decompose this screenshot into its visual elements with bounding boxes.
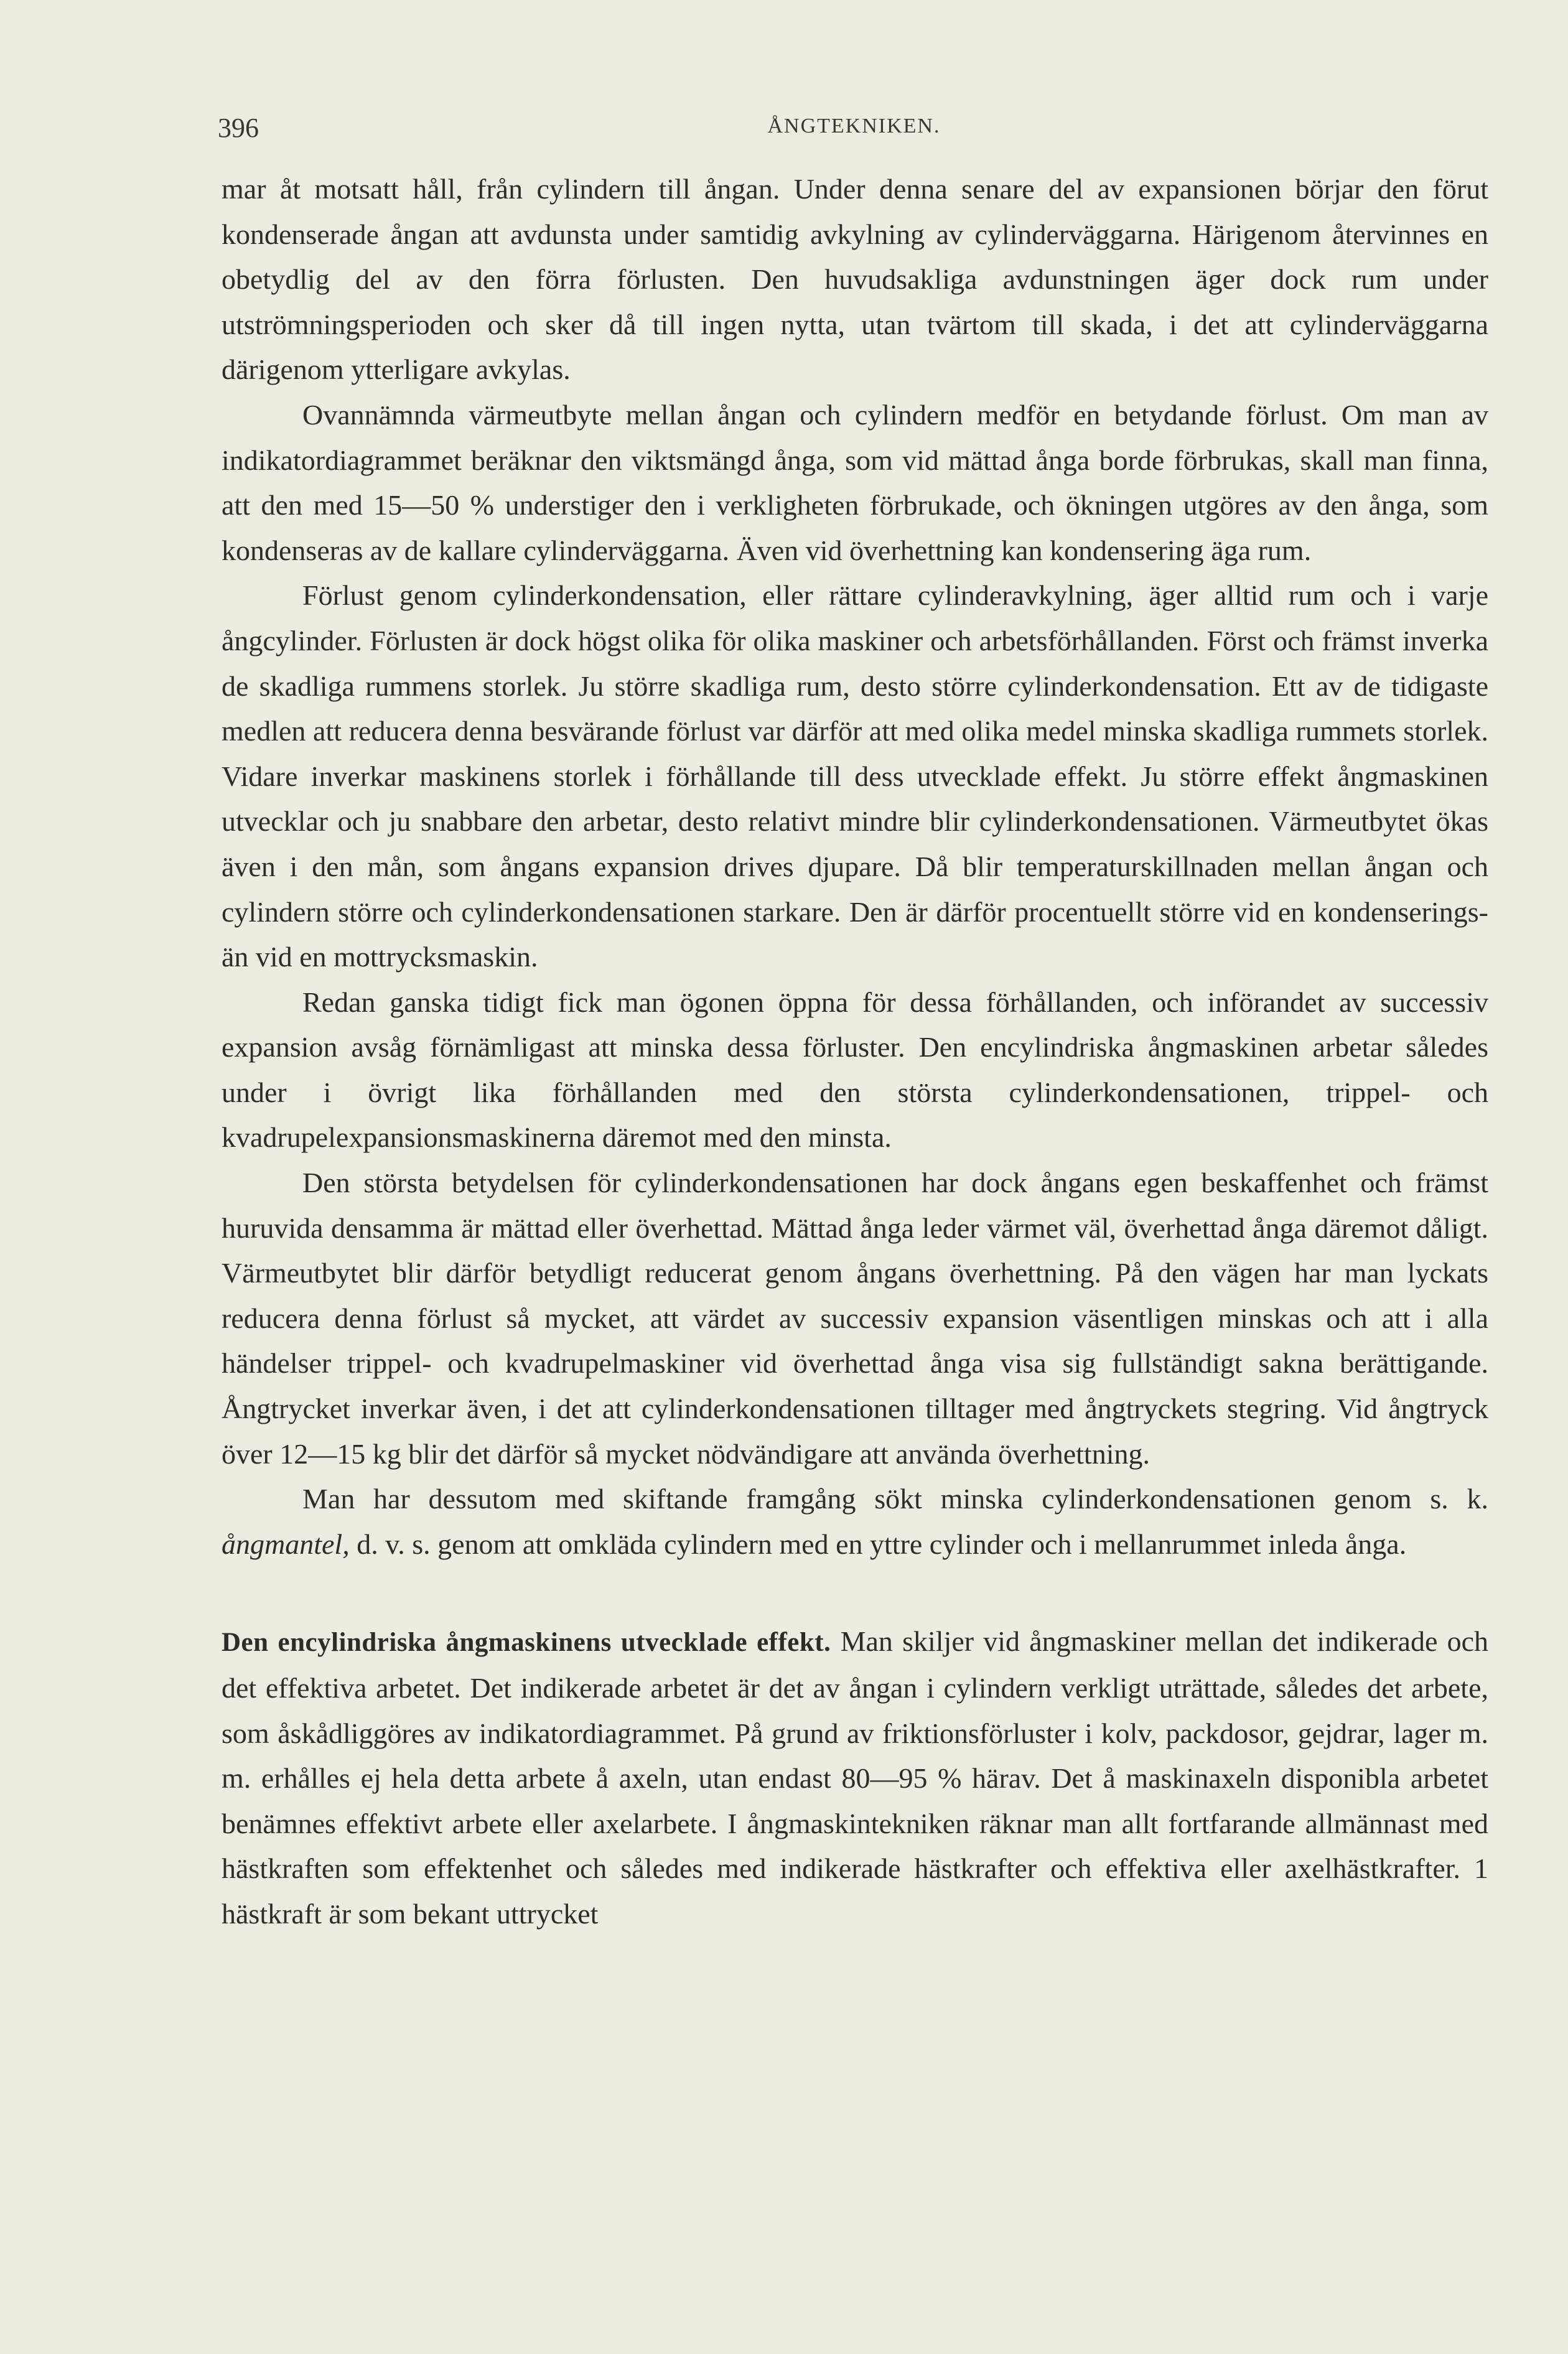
mantel-text-before: Man har dessutom med skiftande framgång sökt minska cylinderkondensationen genom s. k.	[302, 1483, 1488, 1515]
paragraph-4: Redan ganska tidigt fick man ögonen öppna för dessa förhållanden, och införandet av successiv expansion avsåg förnämligast att minska dessa förluster. Den encylindriska ångmaskinen arbetar således under i övrigt lika förhållanden med den största cylinderkondensationen, trippel- och kvadrupelexpansionsmaskinerna däremot med den minsta.	[222, 986, 1488, 1154]
section-paragraph	[222, 1619, 1488, 1936]
running-head: ÅNGTEKNIKEN.	[767, 114, 941, 138]
section-text: Man skiljer vid ångmaskiner mellan det indikerade och det effektiva arbetet. Det indikerade arbetet är det av ångan i cylindern verkligt uträttade, således det arbete, som åskådliggöres av indikatordiagrammet. På grund av friktionsförluster i kolv, packdosor, gejdrar, lager m. m. erhålles ej hela detta arbete å axeln, utan endast 80—95 % härav. Det å maskinaxeln disponibla arbetet benämnes effektivt arbete eller axelarbete. I ångmaskintekniken räknar man allt fortfarande allmännast med hästkraften som effektenhet och således med indikerade hästkrafter och effektiva eller axelhästkrafter. 1 hästkraft är som bekant uttrycket	[222, 1625, 1488, 1930]
mantel-text-after: d. v. s. genom att omkläda cylindern med en yttre cylinder och i mellanrummet inleda ånga.	[349, 1528, 1407, 1560]
paragraph-3: Förlust genom cylinderkondensation, eller rättare cylinderavkylning, äger alltid rum och i varje ångcylinder. Förlusten är dock högst olika för olika maskiner och arbetsförhållanden. Först och främst inverka de skadliga rummens storlek. Ju större skadliga rum, desto större cylinderkondensation. Ett av de tidigaste medlen att reducera denna besvärande förlust var därför att med olika medel minska skadliga rummets storlek. Vidare inverkar maskinens storlek i förhållande till dess utvecklade effekt. Ju större effekt ångmaskinen utvecklar och ju snabbare den arbetar, desto relativt mindre blir cylinderkondensationen. Värmeutbytet ökas även i den mån, som ångans expansion drives djupare. Då blir temperaturskillnaden mellan ångan och cylindern större och cylinderkondensationen starkare. Den är därför procentuellt större vid en kondenserings- än vid en mottrycksmaskin.	[222, 579, 1488, 973]
paragraph-2: Ovannämnda värmeutbyte mellan ångan och cylindern medför en betydande förlust. Om man av indikatordiagrammet beräknar den viktsmängd ånga, som vid mättad ånga borde förbrukas, skall man finna, att den med 15—50 % understiger den i verkligheten förbrukade, och ökningen utgöres av den ånga, som kondenseras av de kallare cylinderväggarna. Även vid överhettning kan kondensering äga rum.	[222, 398, 1488, 566]
page-body	[222, 167, 1488, 1937]
section-spacer	[222, 1567, 1488, 1619]
mantel-term: ångmantel,	[222, 1528, 350, 1560]
paragraph-mantel	[222, 1477, 1488, 1567]
page-header	[218, 112, 1490, 149]
page-number: 396	[218, 113, 259, 143]
paragraph-1: mar åt motsatt håll, från cylindern till ångan. Under denna senare del av expansionen börjar den förut kondenserade ångan att avdunsta under samtidig avkylning av cylinderväggarna. Härigenom återvinnes en obetydlig del av den förra förlusten. Den huvudsakliga avdunstningen äger dock rum under utströmningsperioden och sker då till ingen nytta, utan tvärtom till skada, i det att cylinderväggarna därigenom ytterligare avkylas.	[222, 173, 1488, 386]
section-heading: Den encylindriska ångmaskinens utvecklade effekt.	[222, 1628, 831, 1658]
paragraph-5: Den största betydelsen för cylinderkondensationen har dock ångans egen beskaffenhet och främst huruvida densamma är mättad eller överhettad. Mättad ånga leder värmet väl, överhettad ånga däremot dåligt. Värmeutbytet blir därför betydligt reducerat genom ångans överhettning. På den vägen har man lyckats reducera denna förlust så mycket, att värdet av successiv expansion väsentligen minskas och att i alla händelser trippel- och kvadrupelmaskiner vid överhettad ånga visa sig fullständigt sakna berättigande. Ångtrycket inverkar även, i det att cylinderkondensationen tilltager med ångtryckets stegring. Vid ångtryck över 12—15 kg blir det därför så mycket nödvändigare att använda överhettning.	[222, 1167, 1488, 1470]
